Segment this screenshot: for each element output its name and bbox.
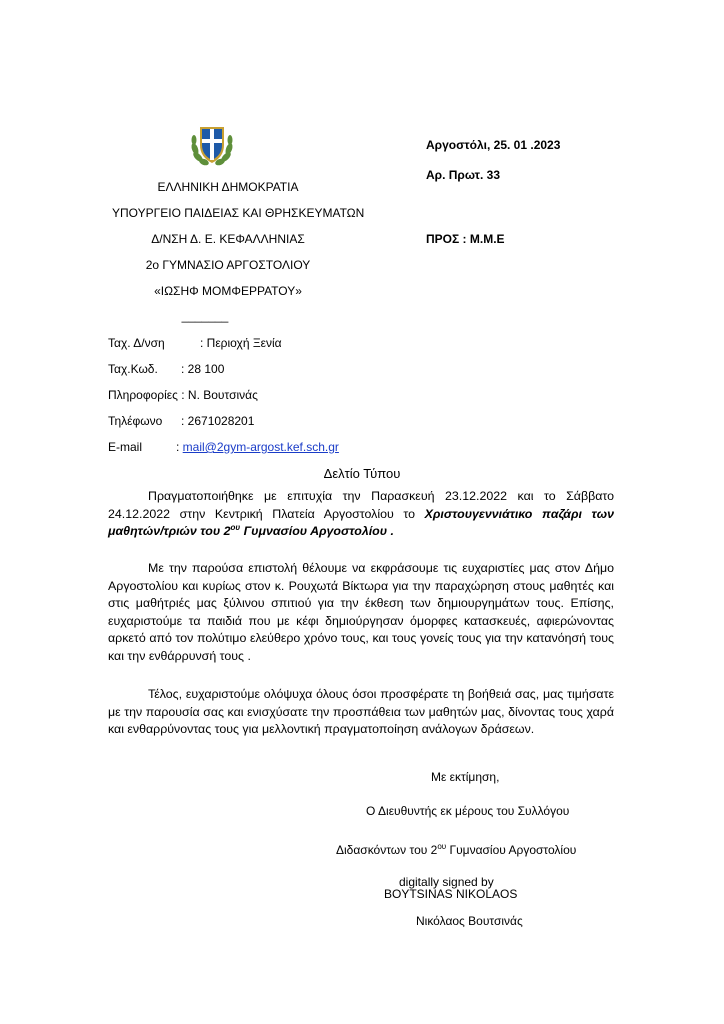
paragraph-1 (108, 488, 614, 541)
address-label: Ταχ. Δ/νση (108, 336, 165, 350)
paragraph-1-text: Πραγματοποιήθηκε με επιτυχία την Παρασκευή 23.12.2022 και το Σάββατο 24.12.2022 στην Κεντρική Πλατεία Αργοστολίου το (108, 489, 614, 521)
paragraph-1-sup: ου (230, 522, 241, 532)
contact-postcode (108, 362, 408, 376)
signer-school-pre: Διδασκόντων του 2 (336, 843, 438, 857)
digital-signature-line-2: BOYTSINAS NIKOLAOS (384, 887, 518, 901)
directorate-name: Δ/ΝΣΗ Δ. Ε. ΚΕΦΑΛΛΗΝΙΑΣ (151, 232, 305, 246)
contact-email (108, 440, 408, 454)
paragraph-1-bold-end: Γυμνασίου Αργοστολίου . (240, 524, 394, 538)
email-link[interactable]: mail@2gym-argost.kef.sch.gr (182, 440, 339, 454)
signer-name: Νικόλαος Βουτσινάς (416, 914, 523, 928)
signer-role: Ο Διευθυντής εκ μέρους του Συλλόγου (366, 804, 570, 818)
coat-of-arms-icon (188, 119, 236, 167)
paragraph-1-bold: Χριστουγεννιάτικο παζάρι των μαθητών/τριών του 2 (108, 506, 615, 538)
country-name: ΕΛΛΗΝΙΚΗ ΔΗΜΟΚΡΑΤΙΑ (157, 180, 299, 194)
school-title: «ΙΩΣΗΦ ΜΟΜΦΕΡΡΑΤΟΥ» (154, 284, 302, 298)
paragraph-3-text: Τέλος, ευχαριστούμε ολόψυχα όλους όσοι προσφέρατε τη βοήθειά σας, μας τιμήσατε με την παρουσία σας και ενισχύσατε την προσπάθεια των μαθητών μας, δίνοντας τους χαρά και ενθαρρύνοντας τους για μελλοντική πραγματοποίηση ανάλογων δράσεων. (108, 687, 614, 736)
paragraph-2-text: Με την παρούσα επιστολή θέλουμε να εκφράσουμε τις ευχαριστίες μας στον Δήμο Αργοστολίου και κυρίως στον κ. Ρουχωτά Βίκτωρα για την παραχώρηση στους μαθητές και στις μαθήτριές μας ξύλινου σπιτιού για την έκθεση των δημιουργημάτων τους. Επίσης, ευχαριστούμε τα παιδιά που με κέφι δημιούργησαν όμορφες κατασκευές, αφιερώνοντας αρκετό από τον πολύτιμο ελεύθερο χρόνο τους, και τους γονείς τους για την κατανόησή τους και την ενθάρρυνσή τους . (108, 561, 614, 663)
contact-address (108, 336, 408, 350)
paragraph-2 (108, 560, 614, 665)
paragraph-3 (108, 686, 614, 739)
contact-phone (108, 414, 408, 428)
phone-value: : 2671028201 (181, 414, 255, 428)
email-label: E-mail (108, 440, 143, 454)
signer-school-post: Γυμνασίου Αργοστολίου (446, 843, 577, 857)
signer-school-sup: ου (437, 842, 447, 851)
document-title: Δελτίο Τύπου (323, 466, 401, 481)
contact-info: Πληροφορίες : Ν. Βουτσινάς (108, 388, 258, 402)
place-date: Αργοστόλι, 25. 01 .2023 (426, 138, 561, 152)
email-prefix: : (176, 440, 183, 454)
closing-regards: Με εκτίμηση, (431, 770, 500, 784)
school-name: 2ο ΓΥΜΝΑΣΙΟ ΑΡΓΟΣΤΟΛΙΟΥ (145, 258, 311, 272)
postcode-value: : 28 100 (181, 362, 225, 376)
recipient: ΠΡΟΣ : Μ.Μ.Ε (426, 232, 505, 246)
address-value: : Περιοχή Ξενία (200, 336, 282, 350)
header-separator: _______ (181, 309, 229, 323)
signer-school (336, 843, 576, 857)
postcode-label: Ταχ.Κωδ. (108, 362, 158, 376)
digital-signature-line-1: digitally signed by (399, 875, 494, 889)
protocol-number: Αρ. Πρωτ. 33 (426, 168, 501, 182)
ministry-name: ΥΠΟΥΡΓΕΙΟ ΠΑΙΔΕΙΑΣ ΚΑΙ ΘΡΗΣΚΕΥΜΑΤΩΝ (112, 206, 365, 220)
phone-label: Τηλέφωνο (108, 414, 163, 428)
